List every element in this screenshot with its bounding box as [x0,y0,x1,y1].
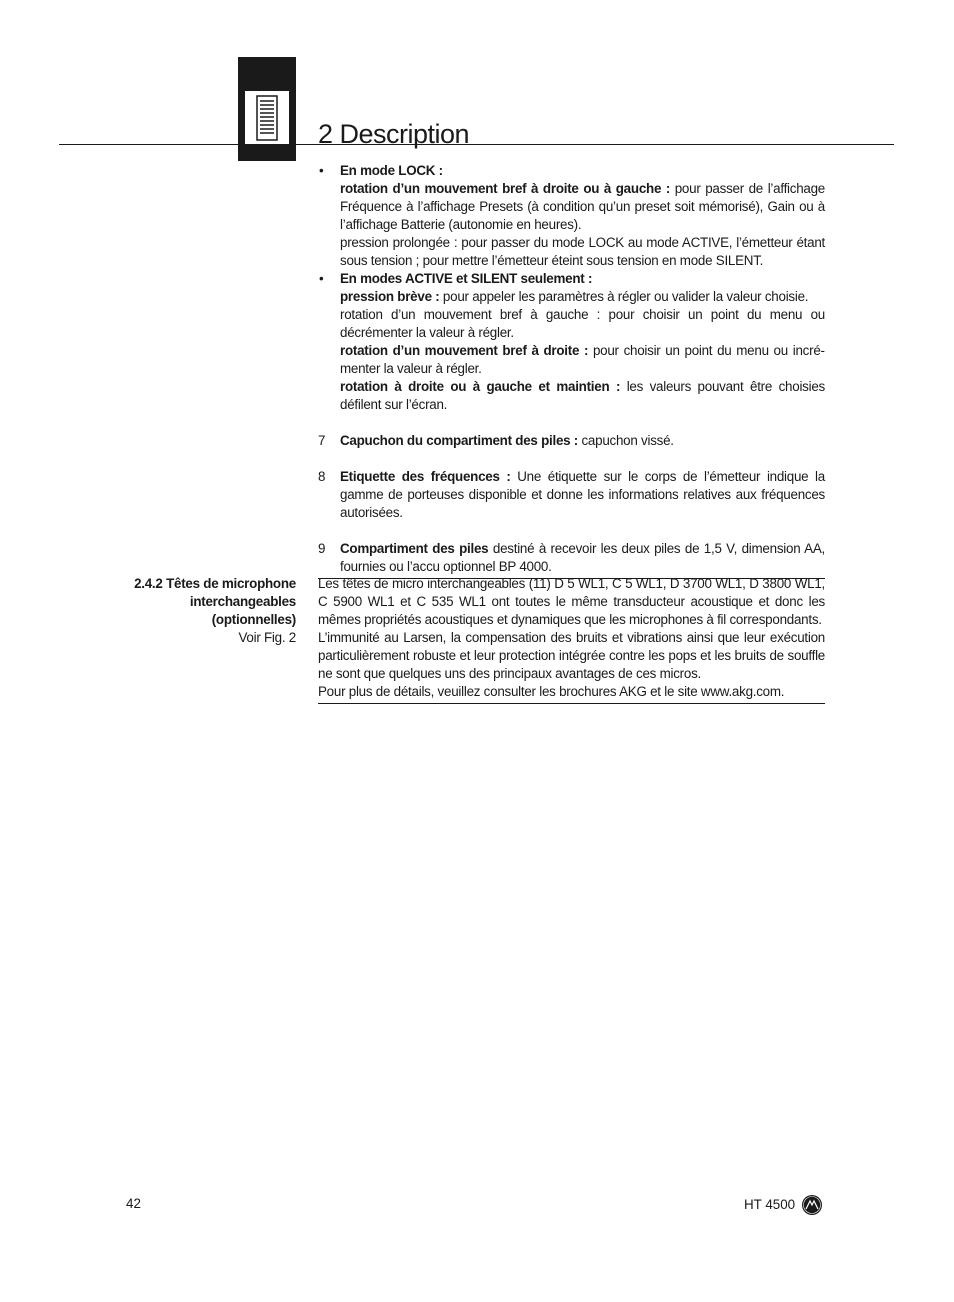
sidehead-title-line: interchangeables [189,594,296,609]
bold-lead: rotation d’un mouvement bref à droite : [340,343,589,358]
body-text: destiné à recevoir les deux piles de 1,5 V, dimension AA, fournies ou l’accu optionnel BP 4000. [340,541,825,574]
figure-reference: Voir Fig. 2 [238,630,296,645]
body-text: pour choisir un point du menu ou incrémenter la valeur à régler. [340,343,825,376]
bullet-heading: En mode LOCK : [340,163,443,178]
section-title: 2 Description [318,119,470,149]
bullet-lock-mode [318,162,825,270]
akg-logo [801,1194,823,1216]
bullet-heading: En modes ACTIVE et SILENT seulement : [340,271,593,286]
page-number: 42 [126,1196,141,1211]
body-text: Une étiquette sur le corps de l’émetteur indique la gamme de porteuses disponible et donne les informations relatives aux fréquences autorisées. [340,469,825,520]
bullet-marker: • [319,163,324,178]
bullet-marker: • [319,271,324,286]
body-text: rotation d’un mouvement bref à gauche : pour choisir un point du menu ou décrémenter la valeur à régler. [340,307,825,340]
sidehead-title-line: 2.4.2 Têtes de microphone [134,576,296,591]
paragraph: Les têtes de micro interchangeables (11) D 5 WL1, C 5 WL1, D 3700 WL1, D 3800 WL1, C 5900 WL1 et C 535 WL1 ont toutes le même transducteur acoustique et donc les mêmes propriétés acoustiques et dynamiques que les microphones à fil correspondants. [318,576,825,627]
paragraph: Pour plus de détails, veuillez consulter les brochures AKG et le site www.akg.com. [318,684,785,699]
sidehead-title-line: (optionnelles) [211,612,296,627]
body-text: capuchon vissé. [578,433,674,448]
body-text: pour appeler les paramètres à régler ou valider la valeur choisie. [439,289,809,304]
bold-lead: rotation d’un mouvement bref à droite ou à gauche : [340,181,671,196]
product-name: HT 4500 [744,1197,796,1212]
body-text: les valeurs pouvant être choisies défilent sur l’écran. [340,379,825,412]
item-number: 8 [318,469,326,484]
body-text: pression prolongée : pour passer du mode LOCK au mode ACTIVE, l’émetteur étant sous tension ; pour mettre l’émetteur éteint sous tension en mode SILENT. [340,235,825,268]
bullet-active-silent [318,270,825,414]
item-9 [318,540,825,576]
section-sidehead [110,575,296,647]
item-number: 7 [318,433,326,448]
header-rule [59,144,894,145]
body-text: pour passer de l’affichage Fréquence à l’affichage Presets (à condition qu’un preset soit mémorisé), Gain ou à l’affichage Batterie (autonomie en heures). [340,181,825,232]
paragraph: L’immunité au Larsen, la compensation des bruits et vibrations ainsi que leur exécution particulièrement robuste et leur protection intégrée contre les pops et les bruits de souffle ne sont que quelques uns des principaux avantages de ces micros. [318,630,825,681]
item-number: 9 [318,541,326,556]
bold-lead: rotation à droite ou à gauche et maintien : [340,379,621,394]
section-divider [318,703,825,704]
section-242-body [318,575,825,704]
document-icon [245,91,289,145]
item-7 [318,432,825,450]
bold-lead: pression brève : [340,289,440,304]
item-8 [318,468,825,522]
bold-lead: Etiquette des fréquences : [340,469,511,484]
bold-lead: Compartiment des piles [340,541,489,556]
chapter-tab [238,57,296,161]
main-content [318,162,825,579]
bold-lead: Capuchon du compartiment des piles : [340,433,579,448]
